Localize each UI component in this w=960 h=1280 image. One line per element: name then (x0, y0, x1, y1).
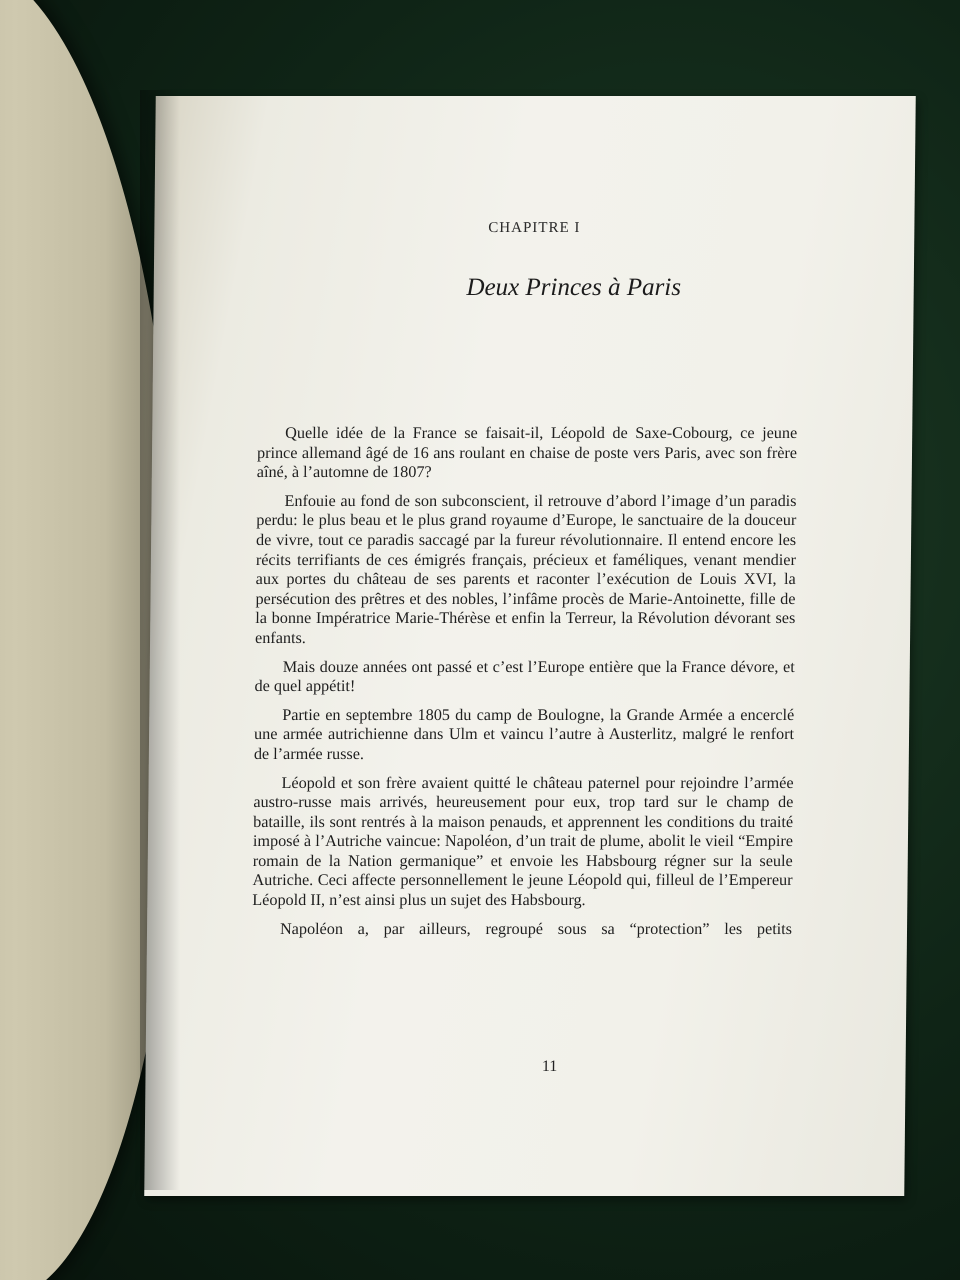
gutter-shadow (140, 90, 180, 1190)
body-text (252, 424, 797, 948)
paragraph-5: Léopold et son frère avaient quitté le château paternel pour rejoindre l’armée austro-russe mais arrivés, heureusement pour eux, trop tard sur le champ de bataille, ils sont rentrés à la maison penauds, et apprennent les conditions du traité imposé à l’Autriche vaincue: Napoléon, d’un trait de plume, abolit le vieil “Empire romain de la Nation germanique” et envoie les Habsbourg régner sur la seule Autriche. Ceci affecte personnellement le jeune Léopold qui, filleul de l’Empereur Léopold II, n’est ainsi plus un sujet des Habsbourg. (252, 773, 794, 910)
paragraph-6: Napoléon a, par ailleurs, regroupé sous sa “protection” les petits (279, 919, 793, 938)
book-page (144, 96, 916, 1196)
paragraph-4: Partie en septembre 1805 du camp de Boulogne, la Grande Armée a encerclé une armée autrichienne dans Ulm et vaincu l’autre à Austerlitz, malgré le renfort de l’armée russe. (253, 705, 795, 763)
page-number: 11 (541, 1058, 558, 1075)
paragraph-1: Quelle idée de la France se faisait-il, Léopold de Saxe-Cobourg, ce jeune prince allemand âgé de 16 ans roulant en chaise de poste vers Paris, avec son frère aîné, à l’automne de 1807? (256, 424, 798, 482)
chapter-title: Deux Princes à Paris (466, 274, 682, 301)
paragraph-3: Mais douze années ont passé et c’est l’Europe entière que la France dévore, et de quel appétit! (254, 657, 795, 696)
chapter-label: CHAPITRE I (488, 220, 581, 236)
paragraph-2: Enfouie au fond de son subconscient, il retrouve d’abord l’image d’un paradis perdu: le plus beau et le plus grand royaume d’Europe, le sanctuaire de la douceur de vivre, tout ce paradis saccagé par la fureur révolutionnaire. Il entend encore les récits terrifiants de ces émigrés français, précieux et faméliques, venant mendier aux portes du château de ses parents et raconter l’exécution de Louis XVI, la persécution des prêtres et des nobles, l’infâme procès de Marie-Antoinette, fille de la bonne Impératrice Marie-Thérèse et enfin la Terreur, la Révolution dévorant ses enfants. (254, 491, 797, 647)
